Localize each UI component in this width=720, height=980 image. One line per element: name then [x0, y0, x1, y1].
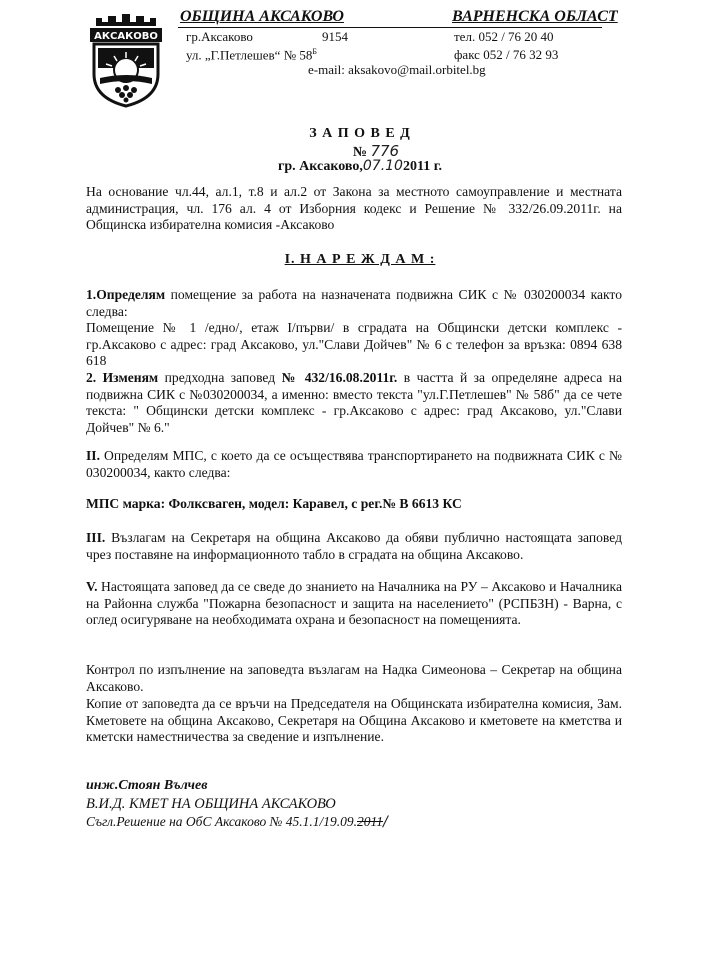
- municipality-name: ОБЩИНА АКСАКОВО: [180, 8, 344, 25]
- section-3: III. Възлагам на Секретаря на община Аксаково да обяви публично настоящата заповед чрез поставяне на информационното табло в сградата на община Аксаково.: [86, 530, 622, 562]
- header-postcode: 9154: [322, 29, 348, 44]
- signatory-position: В.И.Д. КМЕТ НА ОБЩИНА АКСАКОВО: [86, 796, 336, 812]
- vehicle-line: МПС марка: Фолксваген, модел: Каравел, с рег.№ В 6613 КС: [86, 496, 462, 511]
- municipality-crest-icon: [86, 12, 166, 108]
- order-number: № 776: [352, 142, 400, 160]
- item-1: 1.Определям помещение за работа на назначената подвижна СИК с № 030200034 както следва:: [86, 287, 622, 319]
- signatory-name: инж.Стоян Вълчев: [86, 778, 208, 793]
- copies-paragraph: Копие от заповедта да се връчи на Председателя на Общинската избирателна комисия, Зам. Кметовете на община Аксаково, Секретаря на Община Аксаково и кметовете на кметства и кметски наместничества за сведение и изпълнение.: [86, 696, 622, 745]
- header-fax: факс 052 / 76 32 93: [454, 47, 559, 62]
- region-name: ВАРНЕНСКА ОБЛАСТ: [452, 8, 618, 25]
- header-email: e-mail: aksakovo@mail.orbitel.bg: [308, 62, 486, 77]
- item-1-room: Помещение № 1 /едно/, етаж I/първи/ в сградата на Общински детски комплекс - гр.Аксаково с адрес: град Аксаково, ул."Слави Дойчев" № 6 с телефон за връзка: 0894 638 618: [86, 320, 622, 369]
- crest-label: АКСАКОВО: [94, 31, 158, 42]
- intro-paragraph: На основание чл.44, ал.1, т.8 и ал.2 от Закона за местното самоуправление и местната администрация, чл. 176 ал. 4 от Изборния кодекс и Решение № 332/26.09.2011г. на Общинска избирателна комисия -Аксаково: [86, 184, 622, 233]
- order-heading: I. Н А Р Е Ж Д А М :: [284, 252, 436, 267]
- item-2: 2. Изменям предходна заповед № 432/16.08.2011г. в частта й за определяне адреса на подвижна СИК с №030200034, а именно: вместо текста "ул.Г.Петлешев" № 58б" да се чете текста: " Общински детски комплекс - гр.Аксаково с адрес: град Аксаково, ул."Слави Дойчев" № 6.": [86, 370, 622, 435]
- header-phone: тел. 052 / 76 20 40: [454, 29, 554, 44]
- order-place-date: гр. Аксаково,07.102011 г.: [278, 158, 442, 174]
- control-paragraph: Контрол по изпълнение на заповедта възлагам на Надка Симеонова – Секретар на община Аксаково.: [86, 662, 622, 694]
- signatory-basis: Съгл.Решение на ОбС Аксаково № 45.1.1/19.09.2011/: [86, 814, 388, 830]
- document-title: З А П О В Е Д: [309, 126, 411, 141]
- section-5: V. Настоящата заповед да се сведе до знанието на Началника на РУ – Аксаково и Началника на Районна служба "Пожарна безопасност и защита на населението" (РСПБЗН) - Варна, с оглед осигуряване на необходимата охрана и безопасност на помещенията.: [86, 579, 622, 628]
- handwritten-number: 776: [370, 142, 400, 160]
- header-street-suffix: Б: [312, 47, 317, 56]
- section-2: II. Определям МПС, с което да се осъществява транспортирането на подвижната СИК с № 030200034, както следва:: [86, 448, 622, 480]
- handwritten-date: 07.10: [362, 158, 403, 174]
- header-rule: [178, 27, 602, 28]
- header-town: гр.Аксаково: [186, 29, 253, 44]
- basis-year: 2011: [357, 814, 384, 829]
- header-street: ул. „Г.Петлешев“ № $58^Б$: [186, 47, 317, 63]
